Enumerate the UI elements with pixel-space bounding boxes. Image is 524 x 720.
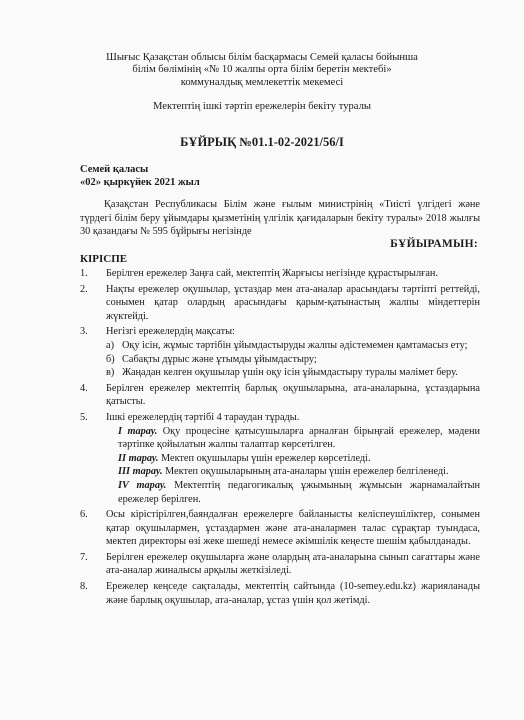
chapter-description: [118, 425, 480, 452]
list-item: [80, 551, 480, 578]
list-item: [80, 508, 480, 549]
sub-item-mark: б): [106, 353, 115, 365]
item-number: 3.: [80, 326, 88, 338]
item-text: Берілген ережелер мектептің барлық оқушыларына, ата-аналарына, ұстаздарына қатысты.: [106, 382, 480, 408]
sub-item: [106, 353, 480, 367]
list-item: [80, 325, 480, 379]
list-item: [80, 411, 480, 506]
item-number: 4.: [80, 382, 88, 394]
item-text: Осы кірістірілген,баяндалған ережелерге байланысты келіспеушіліктер, сонымен қатар оқушылармен, ұстаздармен және ата-аналармен талас сұрақтар туындаса, мектеп директоры өзі жеке шешеді немесе әкімшілік кеңесте шешім қабылданады.: [106, 509, 480, 548]
chapter-label: ІV тарау.: [118, 479, 167, 491]
list-item: [80, 382, 480, 409]
sub-item-mark: в): [106, 367, 115, 379]
sub-item: [106, 339, 480, 353]
chapter-text: Мектеп оқушыларының ата-аналары үшін ережелер белгіленеді.: [162, 466, 449, 478]
sub-item-mark: а): [106, 339, 114, 351]
decree-word: БҰЙЫРАМЫН:: [390, 238, 478, 250]
item-number: 5.: [80, 411, 88, 423]
rules-list: [80, 267, 480, 609]
chapter-text: Мектептің педагогикалық ұжымының жұмысын жарнамалайтын ережелер берілген.: [118, 479, 481, 505]
header-line: білім бөлімінің «№ 10 жалпы орта білім беретін мектебі»: [132, 64, 392, 76]
sub-item-text: Оқу ісін, жұмыс тәртібін ұйымдастыруды жалпы әдістемемен қамтамасыз ету;: [122, 339, 468, 351]
header-line: Шығыс Қазақстан облысы білім басқармасы Семей қаласы бойынша: [106, 52, 418, 63]
chapter-description: [118, 479, 480, 506]
item-text: Ережелер кеңседе сақталады, мектептің сайтында (10-semey.edu.kz) жарияланады және барлық оқушылар, ата-аналар, ұстаз үшін қол жетімді.: [106, 581, 480, 606]
item-number: 2.: [80, 283, 88, 295]
chapter-label: ІІ тарау.: [118, 452, 159, 464]
intro-paragraph: Қазақстан Республикасы Білім және ғылым министрінің «Тиісті үлгідегі және түрдегі білім беру ұйымдары қызметінің үлгілік қағидаларын бекіту туралы» 2018 жылғы 30 қазандағы № 595 бұйрығы негізінде: [80, 199, 480, 238]
document-subject: Мектептің ішкі тәртіп ережелерін бекіту туралы: [153, 101, 371, 112]
header-line: коммуналдық мемлекеттік мекемесі: [180, 76, 344, 88]
sub-item-text: Жаңадан келген оқушылар үшін оқу ісін ұйымдастыру туралы мәлімет беру.: [122, 367, 458, 379]
item-number: 8.: [80, 581, 88, 593]
chapter-text: Мектеп оқушылары үшін ережелер көрсетіледі.: [158, 452, 371, 464]
item-text: Негізгі ережелердің мақсаты:: [106, 326, 235, 338]
list-item: [80, 283, 480, 324]
organization-header: [0, 52, 524, 89]
item-text: Нақты ережелер оқушылар, ұстаздар мен ата-аналар арасындағы тәртіпті реттейді, сонымен қатар олардың арасындағы қарым-қатынастың жалпы міндеттерін жүктейді.: [106, 283, 480, 322]
chapter-description: [118, 452, 480, 466]
chapter-description: [118, 465, 480, 479]
sub-item: [106, 366, 480, 380]
date: «02» қыркүйек 2021 жыл: [80, 177, 200, 188]
sub-item-text: Сабақты дұрыс және ұтымды ұйымдастыру;: [122, 353, 317, 365]
section-heading: КІРІСПЕ: [80, 253, 128, 265]
list-item: [80, 267, 480, 281]
chapter-label: ІІІ тарау.: [118, 466, 163, 478]
chapter-label: І тарау.: [118, 425, 158, 437]
order-title: БҰЙРЫҚ №01.1-02-2021/56/І: [180, 135, 344, 149]
city: Семей қаласы: [80, 164, 149, 175]
item-text: Берілген ережелер Заңға сай, мектептің Жарғысы негізінде құрастырылған.: [106, 268, 438, 279]
item-text: Ішкі ережелердің тәртібі 4 тараудан тұрады.: [106, 411, 300, 423]
list-item: [80, 580, 480, 607]
place-and-date: [80, 163, 200, 189]
chapter-text: Оқу процесіне қатысушыларға арналған бірыңғай ережелер, мәдени тәртіпке қойылатын жалпы талаптар көрсетілген.: [118, 425, 480, 451]
item-text: Берілген ережелер оқушыларға және олардың ата-аналарына сынып сағаттары және ата-аналар жиналысы арқылы жеткізіледі.: [106, 551, 480, 577]
item-number: 7.: [80, 551, 88, 563]
item-number: 6.: [80, 509, 88, 521]
item-number: 1.: [80, 268, 88, 279]
